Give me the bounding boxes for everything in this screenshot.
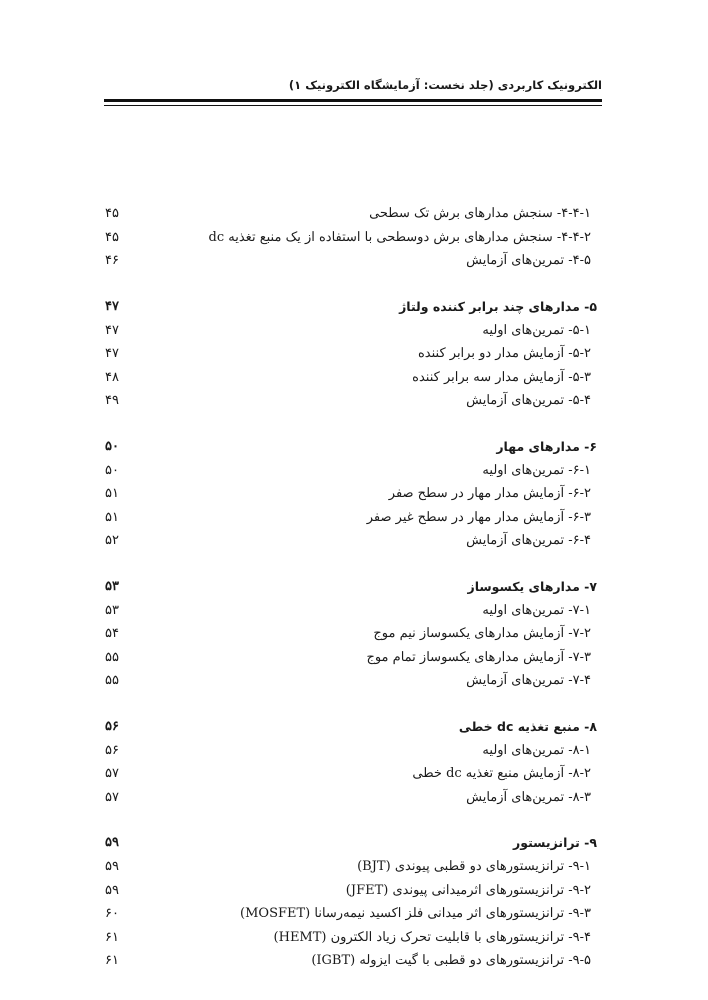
toc-chapter-page: ۵۳ [105, 579, 119, 595]
toc-entry[interactable] [105, 878, 597, 902]
toc-entry[interactable] [105, 738, 597, 762]
toc-entry-title: ۵-۲- آزمایش مدار دو برابر کننده [417, 346, 591, 362]
toc-entry-page: ۴۹ [105, 393, 119, 409]
toc-section-8 [105, 715, 597, 809]
toc-entry-title: ۷-۳- آزمایش مدارهای یکسوساز تمام موج [366, 649, 591, 665]
toc-entry[interactable] [105, 902, 597, 926]
toc-entry[interactable] [105, 202, 597, 226]
toc-section-9 [105, 831, 597, 973]
toc-entry-title: ۶-۱- تمرین‌های اولیه [482, 462, 591, 478]
toc-entry-page: ۶۰ [105, 906, 119, 922]
toc-entry-title: ۷-۱- تمرین‌های اولیه [482, 602, 591, 618]
toc-entry-page: ۵۰ [105, 462, 119, 478]
toc-chapter-title: ۵- مدارهای چند برابر کننده ولتاژ [399, 299, 597, 315]
toc-entry-page: ۵۷ [105, 766, 119, 782]
toc-entry[interactable] [105, 249, 597, 273]
toc-entry-title: ۶-۲- آزمایش مدار مهار در سطح صفر [388, 486, 591, 502]
toc-entry[interactable] [105, 646, 597, 670]
toc-chapter-heading[interactable] [105, 295, 597, 319]
toc-entry-page: ۵۱ [105, 509, 119, 525]
toc-entry-page: ۴۵ [105, 206, 119, 222]
toc-entry-page: ۵۳ [105, 602, 119, 618]
toc-entry-page: ۵۷ [105, 789, 119, 805]
toc-chapter-page: ۵۹ [105, 835, 119, 851]
running-header: الکترونیک کاربردی (جلد نخست: آزمایشگاه الکترونیک ۱) [288, 78, 602, 92]
toc-entry-title: ۹-۱- ترانزیستورهای دو قطبی پیوندی (BJT) [357, 858, 591, 874]
toc-entry[interactable] [105, 529, 597, 553]
toc-entry-title: ۴-۵- تمرین‌های آزمایش [466, 253, 591, 269]
toc-entry-page: ۴۷ [105, 346, 119, 362]
toc-entry-title: ۷-۴- تمرین‌های آزمایش [466, 673, 591, 689]
toc-chapter-page: ۵۰ [105, 439, 119, 455]
toc-chapter-title: ۷- مدارهای یکسوساز [467, 579, 597, 595]
toc-chapter-page: ۴۷ [105, 299, 119, 315]
toc-entry[interactable] [105, 762, 597, 786]
toc-entry-title: ۴-۴-۲- سنجش مدارهای برش دوسطحی با استفاده از یک منبع تغذیه dc [208, 229, 591, 245]
toc-entry-page: ۴۷ [105, 322, 119, 338]
toc-entry[interactable] [105, 598, 597, 622]
toc-entry-page: ۵۶ [105, 742, 119, 758]
toc-entry[interactable] [105, 458, 597, 482]
toc-chapter-page: ۵۶ [105, 718, 119, 734]
toc-chapter-heading[interactable] [105, 715, 597, 739]
toc-entry[interactable] [105, 622, 597, 646]
toc-entry-page: ۵۵ [105, 673, 119, 689]
toc-entry[interactable] [105, 226, 597, 250]
toc-entry[interactable] [105, 925, 597, 949]
toc-section-4 [105, 202, 597, 273]
toc-entry-title: ۵-۴- تمرین‌های آزمایش [466, 393, 591, 409]
toc-entry[interactable] [105, 389, 597, 413]
toc-entry-title: ۹-۳- ترانزیستورهای اثر میدانی فلز اکسید نیمه‌رسانا (MOSFET) [240, 906, 591, 922]
toc-entry[interactable] [105, 669, 597, 693]
toc-entry[interactable] [105, 482, 597, 506]
toc-entry-page: ۶۱ [105, 953, 119, 969]
toc-chapter-title: ۹- ترانزیستور [513, 835, 597, 851]
toc-entry-page: ۶۱ [105, 929, 119, 945]
toc-chapter-title: ۸- منبع تغذیه dc خطی [458, 718, 597, 734]
toc-entry-page: ۴۸ [105, 369, 119, 385]
toc-entry[interactable] [105, 949, 597, 973]
toc-entry-title: ۵-۱- تمرین‌های اولیه [482, 322, 591, 338]
toc-entry[interactable] [105, 506, 597, 530]
toc-entry-page: ۵۲ [105, 533, 119, 549]
toc-entry-page: ۴۶ [105, 253, 119, 269]
toc-entry-title: ۹-۵- ترانزیستورهای دو قطبی با گیت ایزوله (IGBT) [311, 953, 591, 969]
header-rule-thick [104, 99, 602, 102]
toc-chapter-heading[interactable] [105, 575, 597, 599]
toc-entry-page: ۵۹ [105, 882, 119, 898]
table-of-contents [105, 202, 597, 995]
toc-entry-title: ۸-۳- تمرین‌های آزمایش [466, 789, 591, 805]
toc-entry-page: ۴۵ [105, 229, 119, 245]
toc-entry-title: ۹-۲- ترانزیستورهای اثرمیدانی پیوندی (JFET) [345, 882, 591, 898]
toc-section-5 [105, 295, 597, 413]
toc-entry[interactable] [105, 855, 597, 879]
toc-entry-page: ۵۴ [105, 626, 119, 642]
toc-section-6 [105, 435, 597, 553]
toc-entry-title: ۷-۲- آزمایش مدارهای یکسوساز نیم موج [373, 626, 591, 642]
toc-entry-title: ۸-۱- تمرین‌های اولیه [482, 742, 591, 758]
toc-chapter-title: ۶- مدارهای مهار [496, 439, 597, 455]
toc-entry-title: ۹-۴- ترانزیستورهای با قابلیت تحرک زیاد الکترون (HEMT) [273, 929, 591, 945]
header-rule-thin [104, 105, 602, 106]
toc-entry-page: ۵۹ [105, 858, 119, 874]
toc-entry[interactable] [105, 785, 597, 809]
toc-entry-title: ۸-۲- آزمایش منبع تغذیه dc خطی [412, 766, 591, 782]
toc-entry[interactable] [105, 366, 597, 390]
toc-chapter-heading[interactable] [105, 435, 597, 459]
toc-entry-title: ۴-۴-۱- سنجش مدارهای برش تک سطحی [369, 206, 591, 222]
toc-section-7 [105, 575, 597, 693]
toc-entry-page: ۵۱ [105, 486, 119, 502]
toc-entry-title: ۶-۳- آزمایش مدار مهار در سطح غیر صفر [366, 509, 591, 525]
toc-entry[interactable] [105, 342, 597, 366]
toc-entry-title: ۶-۴- تمرین‌های آزمایش [466, 533, 591, 549]
toc-entry-page: ۵۵ [105, 649, 119, 665]
toc-entry[interactable] [105, 318, 597, 342]
toc-entry-title: ۵-۳- آزمایش مدار سه برابر کننده [412, 369, 591, 385]
toc-chapter-heading[interactable] [105, 831, 597, 855]
